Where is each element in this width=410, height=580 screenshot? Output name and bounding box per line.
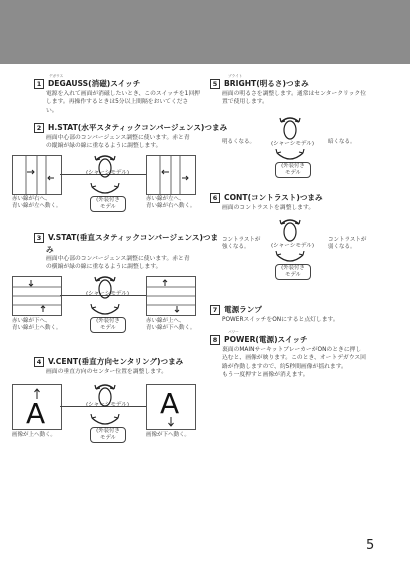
vcent-right-caption: 画像が下へ動く。 [146,432,190,438]
ext-line: (外装付き [96,318,120,324]
external-model-label [90,196,126,212]
section-title: CONT(コントラスト)つまみ [224,193,323,202]
section-heading [210,78,390,89]
body-line: 路が作動しますので、約5秒間画像が揺れます。 [222,363,347,370]
ext-line: (外装付き [281,163,305,169]
ext-knob-arc-icon [90,414,120,428]
body-line: い。 [46,107,58,114]
caption-line: 青い線が下へ動く。 [146,325,196,331]
section-title: POWER(電源)スイッチ [224,335,308,344]
section-number: 3 [34,233,44,243]
body-line: もう一度押すと画像が消えます。 [222,371,309,378]
body-line: の横縞が緑の線に重なるように調整します。 [46,264,162,271]
caption-line: 青い線が左へ動く。 [12,203,62,209]
section-title: BRIGHT(明るさ)つまみ [224,79,309,88]
caption-line: 青い線が右へ動く。 [146,203,196,209]
body-line: の縦縞が緑の線に重なるように調整します。 [46,143,162,150]
ext-line: モデル [100,325,116,331]
section-title: H.STAT(水平スタティックコンバージェンス)つまみ [48,123,228,132]
section-hstat [12,122,228,232]
caption-line: コントラストが [328,237,367,243]
section-number: 1 [34,79,44,89]
ext-line: (外装付き [96,197,120,203]
section-degauss [34,74,214,122]
hstat-left-panel [12,155,62,195]
bright-right-caption: 暗くなる。 [328,139,356,145]
ext-line: モデル [100,204,116,210]
section-heading [210,304,390,315]
vstat-left-panel [12,276,62,316]
right-column [210,74,390,384]
section-body [222,90,390,107]
section-title: 電源ランプ [224,305,262,314]
vcent-left-panel [12,384,62,430]
body-line: 画面中心部のコンバージェンス調整に使います。赤と青 [46,135,190,141]
section-vcent [12,356,214,466]
ext-line: モデル [285,170,301,176]
bright-left-caption: 明るくなる。 [222,139,256,145]
vstat-right-caption [146,318,195,332]
body-line: 画面中心部のコンバージェンス調整に使います。赤と青 [46,256,190,262]
ext-line: モデル [100,435,116,441]
cont-right-caption [328,237,366,251]
ext-knob-arc-icon [275,149,305,163]
body-line: POWERスイッチをONにすると点灯します。 [222,317,339,323]
page-number: 5 [366,538,375,553]
section-power-switch [210,330,390,384]
header-band [0,0,410,64]
hstat-right-panel [146,155,196,195]
vstat-left-caption [12,318,61,332]
bright-ruby: ブライト [228,74,243,78]
hstat-right-caption [146,196,195,210]
section-body [46,368,214,376]
cont-left-caption [222,237,260,251]
section-cont [210,192,390,304]
section-title-continued: み [46,245,54,254]
section-number: 7 [210,305,220,315]
ext-knob-arc-icon [90,304,120,318]
section-heading [210,334,390,345]
external-model-label [275,162,311,178]
section-body [222,204,390,212]
section-number: 8 [210,335,220,345]
section-heading [34,78,214,89]
degauss-ruby: デガウス [49,74,64,78]
body-line: 置で使用します。 [222,99,268,106]
caption-line: 強くなる。 [222,244,250,250]
caption-line: 赤い線が右へ、 [12,196,51,202]
chassis-label: (シャーシモデル) [271,141,315,147]
ext-line: モデル [285,272,301,278]
ext-line: (外装付き [281,265,305,271]
caption-line: 赤い線が左へ、 [146,196,185,202]
section-body [46,134,214,151]
section-number: 6 [210,193,220,203]
external-model-label [275,264,311,280]
caption-line: 青い線が上へ動く。 [12,325,62,331]
hstat-left-caption [12,196,61,210]
horizontal-lines-arrows-icon [147,277,195,315]
chassis-label: (シャーシモデル) [271,243,315,249]
ext-line: (外装付き [96,428,120,434]
body-line: 電源を入れて画面が消磁したいとき、このスイッチを1回押 [46,91,200,97]
test-letter: A [160,387,180,420]
external-model-label [90,317,126,333]
ext-knob-arc-icon [275,251,305,265]
section-number: 2 [34,123,44,133]
caption-line: 赤い線が下へ、 [12,318,51,324]
knob-rotate-icon [92,273,118,303]
section-bright [210,74,390,192]
down-arrow-icon [147,385,195,429]
caption-line: コントラストが [222,237,261,243]
vstat-right-panel [146,276,196,316]
body-line: 画面の垂直方向のセンター位置を調整します。 [46,369,168,375]
chassis-label: (シャーシモデル) [86,402,130,408]
power-ruby: パワー [228,330,239,334]
chassis-label: (シャーシモデル) [86,291,130,297]
vcent-left-caption: 画像が上へ動く。 [12,432,56,438]
knob-rotate-icon [92,152,118,182]
horizontal-lines-arrows-icon [13,277,61,315]
section-vstat [12,232,219,356]
left-column [12,74,228,466]
caption-line: 弱くなる。 [328,244,356,250]
section-body [46,90,214,115]
section-heading [34,122,228,133]
caption-line: 赤い線が上へ、 [146,318,185,324]
section-title: V.CENT(垂直方向センタリング)つまみ [48,357,184,366]
body-line: 画面の明るさを調整します。通常はセンタークリック位 [222,91,366,97]
section-heading [34,232,219,243]
section-title: DEGAUSS(消磁)スイッチ [48,79,141,88]
body-line: 画面のコントラストを調整します。 [222,205,315,211]
vertical-lines-arrows-icon [13,156,61,194]
section-body [222,316,390,324]
body-line: します。再操作するときは5分以上間隔をおいてくださ [46,99,189,106]
section-number: 4 [34,357,44,367]
body-line: 込むと、画像が映ります。このとき、オートデガウス回 [222,355,366,362]
external-model-label [90,427,126,443]
section-title: V.STAT(垂直スタティックコンバージェンス)つま [48,233,219,242]
section-number: 5 [210,79,220,89]
section-heading [210,192,390,203]
section-heading [34,356,214,367]
test-letter: A [26,397,46,430]
vcent-right-panel [146,384,196,430]
section-body [222,346,390,379]
section-body [46,244,214,272]
vertical-lines-arrows-icon [147,156,195,194]
body-line: 裏面のMAINサーキットブレーカーがONのときに押し [222,347,362,353]
chassis-label: (シャーシモデル) [86,170,130,176]
ext-knob-arc-icon [90,183,120,197]
